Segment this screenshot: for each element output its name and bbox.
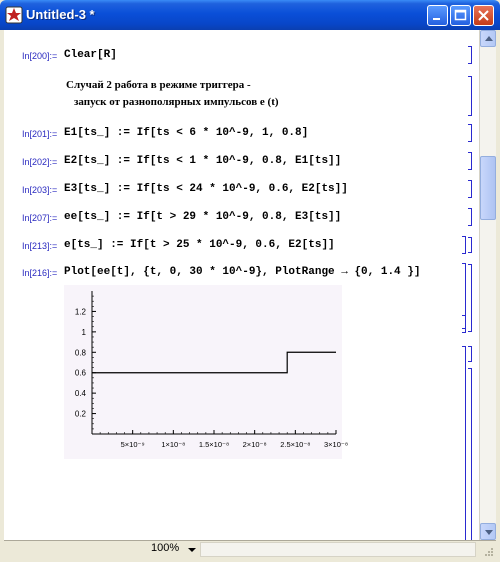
maximize-button[interactable] bbox=[450, 5, 471, 26]
cell-label: In[203]:= bbox=[22, 185, 58, 195]
input-cell[interactable]: E2[ts_] := If[ts < 1 * 10^-9, 0.8, E1[ts]] bbox=[64, 155, 342, 167]
scroll-down-button[interactable] bbox=[480, 523, 496, 540]
input-cell[interactable]: Plot[ee[t], {t, 0, 30 * 10^-9}, PlotRange → {0, 1.4 }] bbox=[64, 266, 421, 278]
cell-bracket[interactable] bbox=[468, 124, 472, 142]
x-tick-label: 1×10⁻⁸ bbox=[161, 440, 186, 449]
y-tick-label: 0.2 bbox=[74, 409, 86, 419]
x-tick-label: 3×10⁻⁸ bbox=[323, 440, 349, 449]
minimize-button[interactable] bbox=[427, 5, 448, 26]
cell-bracket[interactable] bbox=[462, 315, 466, 329]
y-tick-label: 0.8 bbox=[74, 348, 86, 358]
cell-label: In[202]:= bbox=[22, 157, 58, 167]
close-button[interactable] bbox=[473, 5, 494, 26]
zoom-level[interactable]: 100% bbox=[151, 542, 180, 554]
horizontal-scrollbar[interactable] bbox=[200, 542, 476, 557]
cell-label: In[207]:= bbox=[22, 213, 58, 223]
vertical-scrollbar[interactable] bbox=[479, 30, 496, 540]
chevron-up-icon bbox=[485, 36, 493, 41]
y-tick-label: 0.6 bbox=[74, 368, 86, 378]
cell-bracket[interactable] bbox=[468, 368, 472, 540]
zoom-dropdown-icon[interactable] bbox=[188, 548, 196, 552]
text-cell-line-2[interactable]: запуск от разнополярных импульсов e (t) bbox=[74, 96, 279, 108]
plot-output[interactable] bbox=[64, 285, 349, 459]
cell-label: In[216]:= bbox=[22, 268, 58, 278]
y-tick-label: 1 bbox=[81, 327, 86, 337]
scroll-thumb[interactable] bbox=[480, 156, 496, 220]
x-tick-label: 2×10⁻⁸ bbox=[242, 440, 267, 449]
cell-bracket[interactable] bbox=[468, 152, 472, 170]
window-title: Untitled-3 * bbox=[26, 7, 95, 22]
cell-bracket[interactable] bbox=[468, 208, 472, 226]
input-cell[interactable]: Clear[R] bbox=[64, 49, 117, 61]
input-cell[interactable]: E1[ts_] := If[ts < 6 * 10^-9, 1, 0.8] bbox=[64, 127, 309, 139]
cell-label: In[200]:= bbox=[22, 51, 58, 61]
cell-bracket[interactable] bbox=[468, 180, 472, 198]
y-tick-label: 0.4 bbox=[74, 389, 86, 399]
mathematica-app-icon[interactable] bbox=[5, 6, 23, 24]
x-tick-label: 5×10⁻⁹ bbox=[120, 440, 145, 449]
notebook-content[interactable] bbox=[4, 30, 477, 540]
x-tick-label: 1.5×10⁻⁸ bbox=[198, 440, 230, 449]
scroll-up-button[interactable] bbox=[480, 30, 496, 47]
cell-label: In[213]:= bbox=[22, 241, 58, 251]
close-icon bbox=[474, 6, 493, 25]
input-cell[interactable]: ee[ts_] := If[t > 29 * 10^-9, 0.8, E3[ts]] bbox=[64, 211, 342, 223]
x-tick-label: 2.5×10⁻⁸ bbox=[280, 440, 311, 449]
y-tick-label: 1.2 bbox=[74, 307, 86, 317]
cell-bracket[interactable] bbox=[468, 76, 472, 116]
resize-grip-icon[interactable] bbox=[482, 545, 494, 557]
cell-bracket[interactable] bbox=[468, 264, 472, 332]
chevron-down-icon bbox=[485, 530, 493, 535]
input-cell[interactable]: e[ts_] := If[t > 25 * 10^-9, 0.6, E2[ts]] bbox=[64, 239, 335, 251]
notebook-window bbox=[4, 30, 496, 558]
text-cell-line-1[interactable]: Случай 2 работа в режиме триггера - bbox=[66, 79, 251, 91]
cell-bracket[interactable] bbox=[468, 46, 472, 64]
cell-bracket[interactable] bbox=[462, 236, 466, 254]
maximize-icon bbox=[451, 6, 470, 25]
title-bar bbox=[0, 0, 500, 30]
input-cell[interactable]: E3[ts_] := If[ts < 24 * 10^-9, 0.6, E2[ts]] bbox=[64, 183, 348, 195]
cell-bracket[interactable] bbox=[468, 346, 472, 362]
cell-bracket[interactable] bbox=[462, 346, 466, 540]
plot-background bbox=[64, 285, 342, 459]
cell-bracket[interactable] bbox=[468, 237, 472, 253]
status-bar bbox=[4, 540, 496, 558]
cell-label: In[201]:= bbox=[22, 129, 58, 139]
minimize-icon bbox=[428, 6, 447, 25]
